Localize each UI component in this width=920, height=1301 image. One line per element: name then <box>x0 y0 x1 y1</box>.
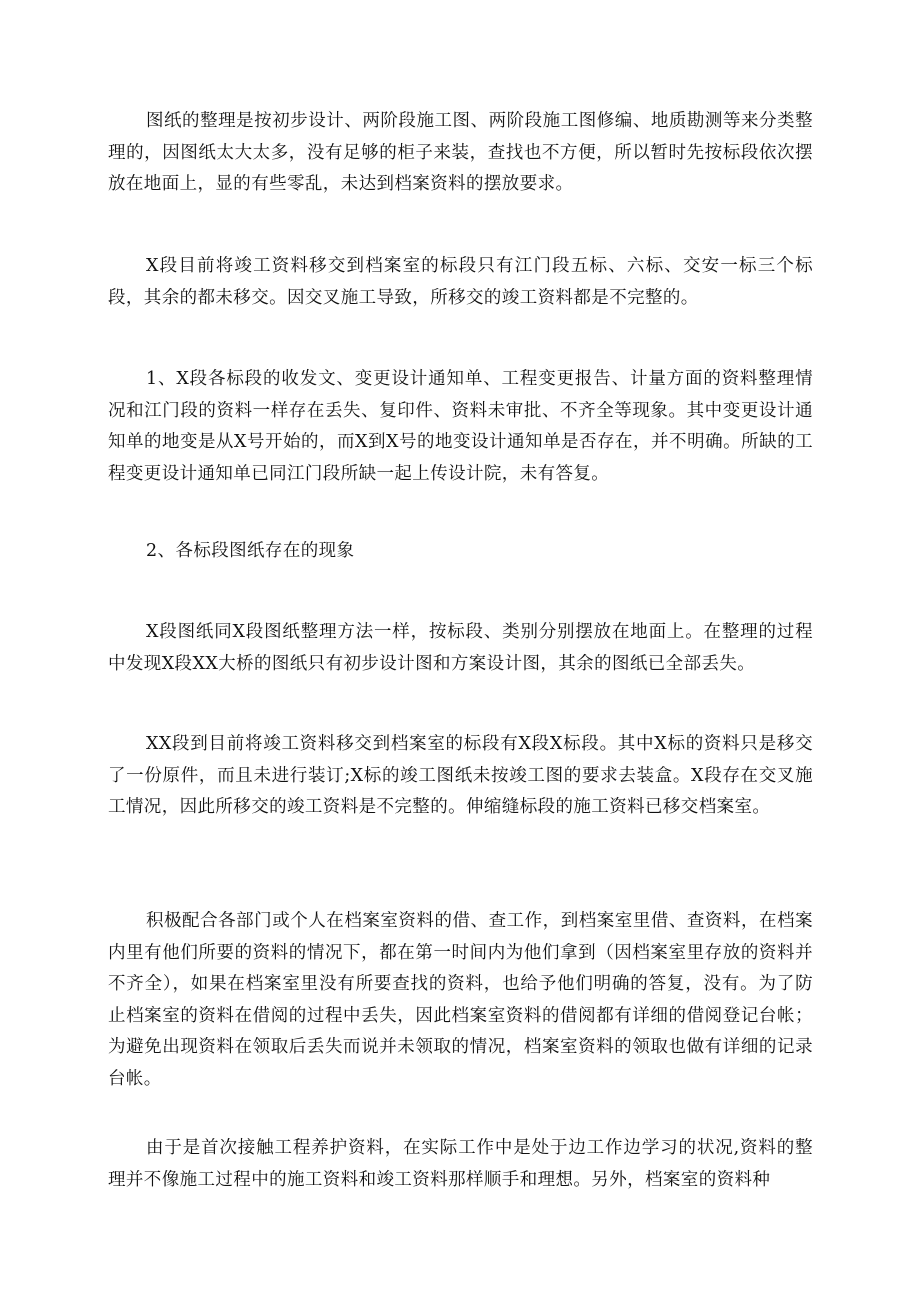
paragraph-item-1: 1、X段各标段的收发文、变更设计通知单、工程变更报告、计量方面的资料整理情况和江门段的资料一样存在丢失、复印件、资料未审批、不齐全等现象。其中变更设计通知单的地变是从X号开始的，而X到X号的地变设计通知单是否存在，并不明确。所缺的工程变更设计通知单已同江门段所缺一起上传设计院，未有答复。 <box>108 369 813 484</box>
paragraph-section-xx-transfer: XX段到目前将竣工资料移交到档案室的标段有X段X标段。其中X标的资料只是移交了一份原件，而且未进行装订;X标的竣工图纸未按竣工图的要求去装盒。X段存在交叉施工情况，因此所移交的竣工资料是不完整的。伸缩缝标段的施工资料已移交档案室。 <box>108 734 813 817</box>
paragraph-borrowing-records: 积极配合各部门或个人在档案室资料的借、查工作，到档案室里借、查资料，在档案内里有他们所要的资料的情况下，都在第一时间内为他们拿到（因档案室里存放的资料并不齐全），如果在档案室里没有所要查找的资料，也给予他们明确的答复，没有。为了防止档案室的资料在借阅的过程中丢失，因此档案室资料的借阅都有详细的借阅登记台帐；为避免出现资料在领取后丢失而说并未领取的情况，档案室资料的领取也做有详细的记录台帐。 <box>108 911 813 1089</box>
paragraph-first-contact: 由于是首次接触工程养护资料，在实际工作中是处于边工作边学习的状况,资料的整理并不像施工过程中的施工资料和竣工资料那样顺手和理想。另外，档案室的资料种 <box>108 1138 813 1190</box>
paragraph-item-2-heading: 2、各标段图纸存在的现象 <box>146 541 355 561</box>
paragraph-section-x-drawings: X段图纸同X段图纸整理方法一样，按标段、类别分别摆放在地面上。在整理的过程中发现X段XX大桥的图纸只有初步设计图和方案设计图，其余的图纸已全部丢失。 <box>108 622 813 674</box>
paragraph-section-x-transfer: X段目前将竣工资料移交到档案室的标段只有江门段五标、六标、交安一标三个标段，其余的都未移交。因交叉施工导致，所移交的竣工资料都是不完整的。 <box>108 256 813 308</box>
paragraph-drawing-organization: 图纸的整理是按初步设计、两阶段施工图、两阶段施工图修编、地质勘测等来分类整理的，因图纸太大太多，没有足够的柜子来装，查找也不方便，所以暂时先按标段依次摆放在地面上，显的有些零乱，未达到档案资料的摆放要求。 <box>108 111 813 194</box>
